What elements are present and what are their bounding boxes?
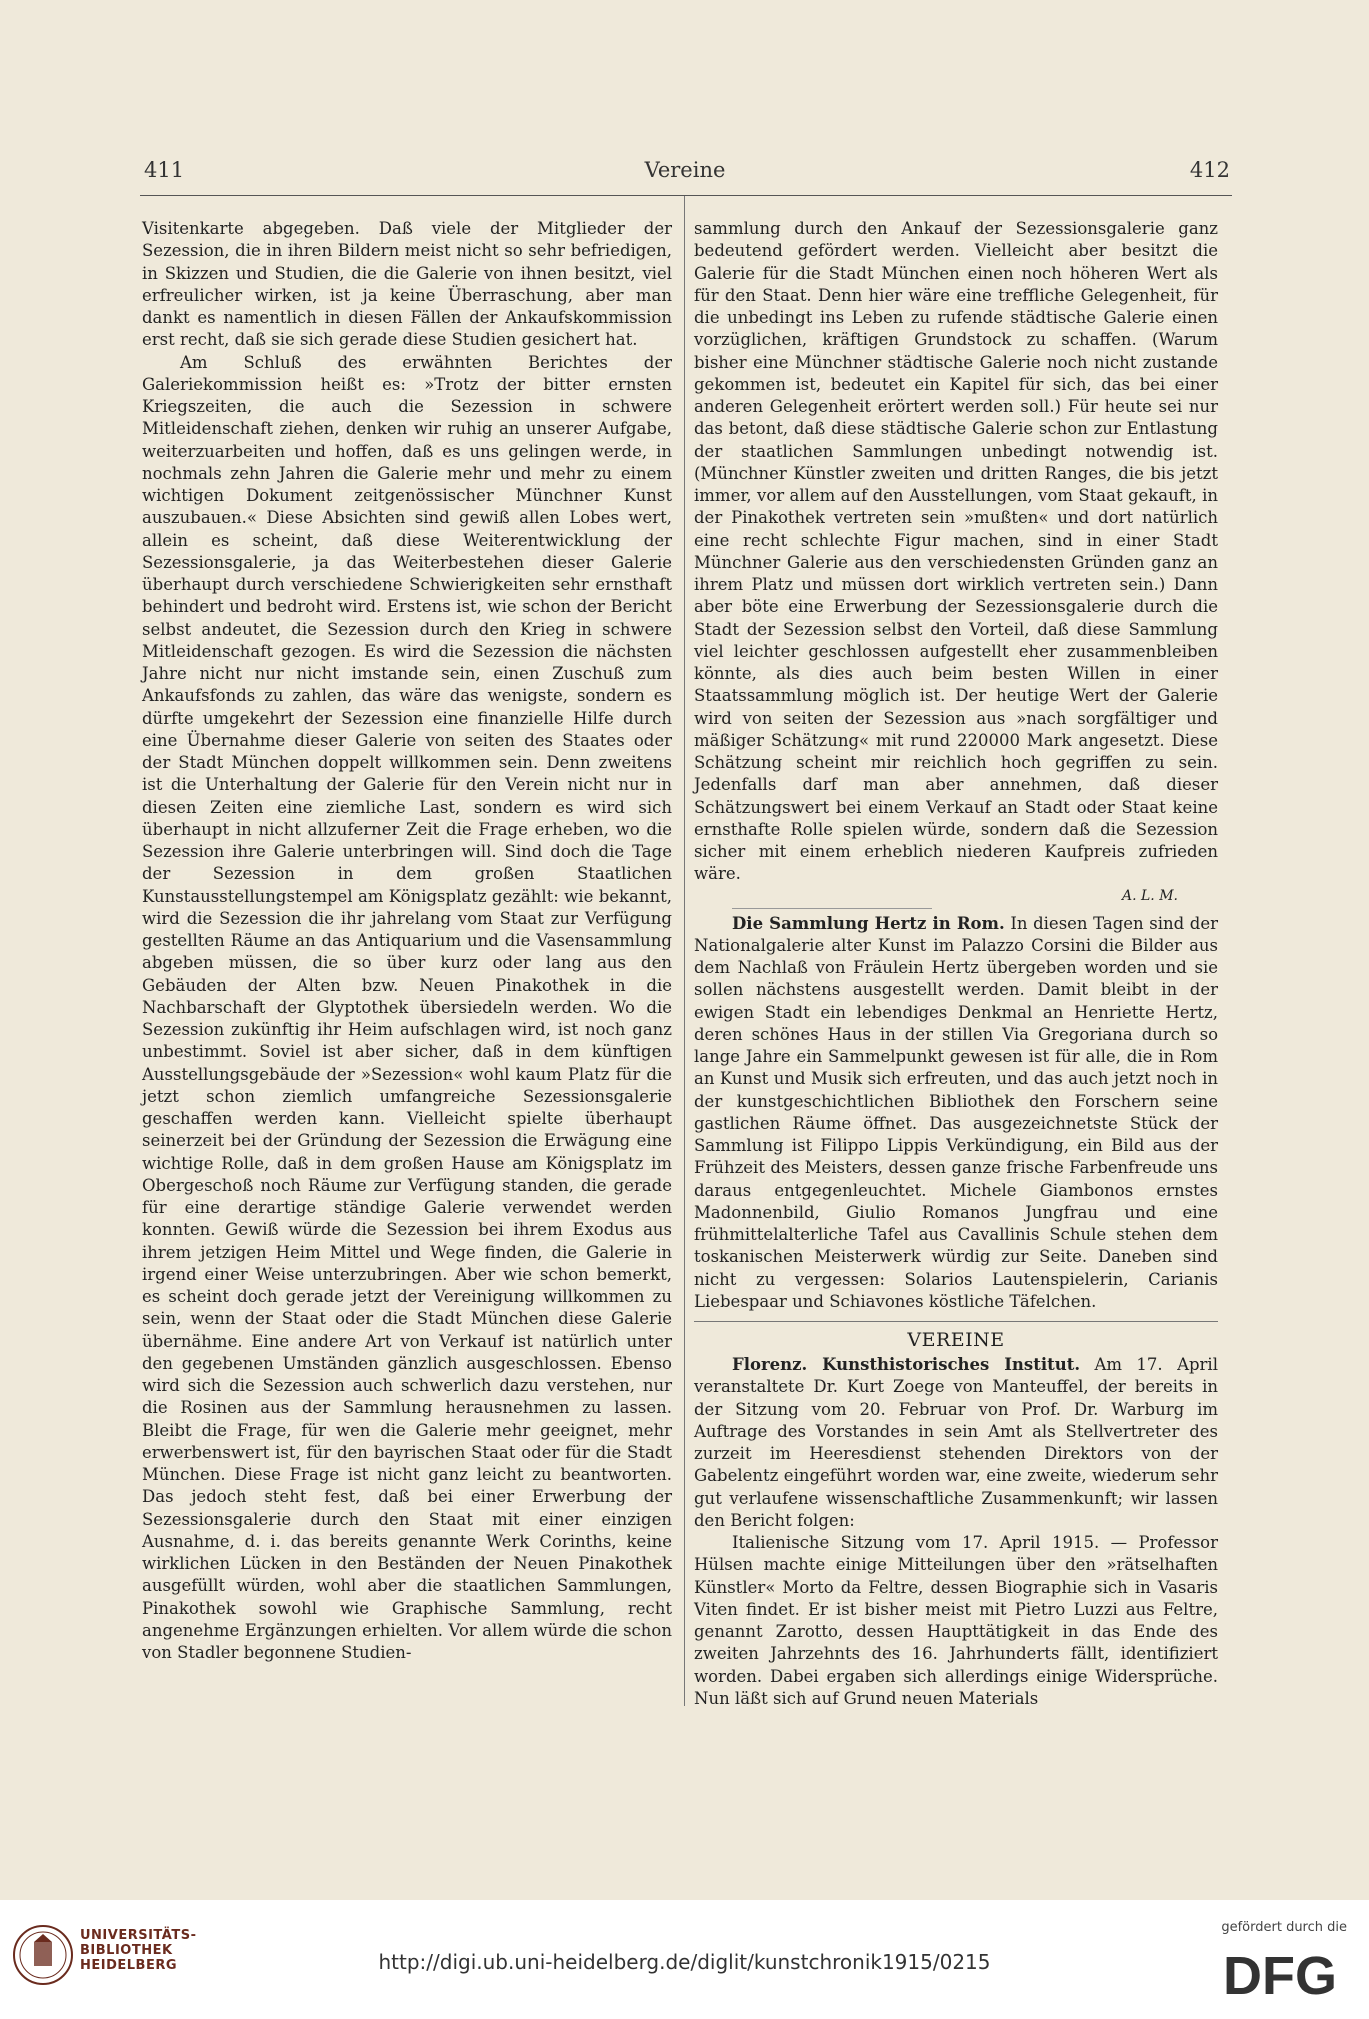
paragraph: Italienische Sitzung vom 17. April 1915. — Professor Hülsen machte einige Mitteilungen über den »rätselhaften Künstler« Morto da Feltre, dessen Biographie sich in Vasaris Viten findet. Er ist bisher meist mit Pietro Luzzi aus Feltre, genannt Zarotto, dessen Haupttätigkeit in das Ende des zweiten Jahrzehnts des 16. Jahrhunderts fällt, identifiziert worden. Dabei ergaben sich allerdings einige Widersprüche. Nun läßt sich auf Grund neuen Materials — [694, 1533, 1218, 1708]
university-name-line: BIBLIOTHEK — [80, 1943, 173, 1958]
university-name-line: HEIDELBERG — [80, 1958, 178, 1973]
header-rule — [140, 195, 1232, 196]
article-body: Am 17. April veranstaltete Dr. Kurt Zoege von Manteuffel, der bereits in der Sitzung vom 20. Februar von Prof. Dr. Warburg im Auftrage des Vorstandes in sein Amt als Stellvertreter des zurzeit im Heeresdienst stehenden Direktors von der Gabelentz eingeführt worden war, eine zweite, wiederum sehr gut verlaufene wissenschaftliche Zusammenkunft; wir lassen den Bericht folgen: — [694, 1355, 1218, 1530]
article-hertz — [694, 913, 1218, 1314]
page-header — [140, 158, 1230, 188]
article-body: In diesen Tagen sind der Nationalgalerie alter Kunst im Palazzo Corsini die Bilder aus dem Nachlaß von Fräulein Hertz übergeben worden und sie sollen nächstens ausgestellt werden. Damit bleibt in der ewigen Stadt ein lebendiges Denkmal an Henriette Hertz, deren schönes Haus in der stillen Via Gregoriana durch so lange Jahre ein Sammelpunkt gewesen ist für alle, die in Rom an Kunst und Musik sich erfreuten, und das auch jetzt noch in der kunstgeschichtlichen Bibliothek den Forschern seine gastlichen Räume öffnet. Das ausgezeichnetste Stück der Sammlung ist Filippo Lippis Verkündigung, ein Bild aus der Frühzeit des Meisters, dessen ganze frische Farbenfreude uns daraus entgegenleuchtet. Michele Giambonos ernstes Madonnenbild, Giulio Romanos Jungfrau und eine frühmittelalterliche Tafel aus Cavallinis Schule stehen dem toskanischen Meisterwerk würdig zur Seite. Daneben sind nicht zu vergessen: Solarios Lautenspielerin, Carianis Liebespaar und Schiavones köstliche Täfelchen. — [694, 913, 1218, 1311]
funding-note: gefördert durch die — [1221, 1920, 1347, 1935]
dfg-logo-text: DFG — [1223, 1946, 1337, 2002]
section-rule — [694, 1321, 1218, 1322]
running-title: Vereine — [644, 158, 726, 182]
paragraph: sammlung durch den Ankauf der Sezessionsgalerie ganz bedeutend gefördert werden. Vielleicht aber besitzt die Galerie für die Stadt München einen noch höheren Wert als für den Staat. Denn hier wäre eine treffliche Gelegenheit, für die unbedingt ins Leben zu rufende städtische Galerie einen vorzüglichen, kräftigen Grundstock zu schaffen. (Warum bisher eine Münchner städtische Galerie noch nicht zustande gekommen ist, bedeutet ein Kapitel für sich, das bei einer anderen Gelegenheit erörtert werden soll.) Für heute sei nur das betont, daß diese städtische Galerie schon zur Entlastung der staatlichen Sammlungen unbedingt notwendig ist. (Münchner Künstler zweiten und dritten Ranges, die bis jetzt immer, vor allem auf den Ausstellungen, vom Staat gekauft, in der Pinakothek vertreten sein »mußten« und dort natürlich eine recht schlechte Figur machen, sind in einer Stadt Münchner Galerie aus den verschiedensten Gründen ganz an ihrem Platz und müssen dort wirklich vertreten sein.) Dann aber böte eine Erwerbung der Sezessionsgalerie durch die Stadt der Sezession selbst den Vorteil, daß diese Sammlung viel leichter geschlossen aufgestellt eher zusammenbleiben könnte, als dies auch beim besten Willen in einer Staatssammlung möglich ist. Der heutige Wert der Galerie wird von seiten der Sezession aus »nach sorgfältiger und mäßiger Schätzung« mit rund 220000 Mark angesetzt. Diese Schätzung scheint mir reichlich hoch gegriffen zu sein. Jedenfalls darf man aber annehmen, daß dieser Schätzungswert bei einem Verkauf an Stadt oder Staat keine ernsthafte Rolle spielen würde, sondern daß die Sezession sicher mit einem erheblich niederen Kaufpreis zufrieden wäre. — [694, 219, 1218, 884]
column-separator — [684, 196, 685, 1706]
author-signature: A. L. M. — [1122, 887, 1178, 904]
page-number-right: 412 — [1189, 158, 1230, 182]
article-florenz — [694, 1354, 1218, 1532]
permalink[interactable]: http://digi.ub.uni-heidelberg.de/diglit/kunstchronik1915/0215 — [378, 1950, 991, 1974]
article-divider — [732, 908, 932, 909]
article-heading: Florenz. Kunsthistorisches Institut. — [732, 1355, 1081, 1374]
dfg-logo — [1221, 1946, 1351, 2002]
right-column — [694, 218, 1218, 1710]
left-column — [142, 218, 672, 1664]
article-heading: Die Sammlung Hertz in Rom. — [732, 913, 1005, 933]
viewer-footer — [0, 1900, 1369, 2019]
page-number-left: 411 — [144, 158, 185, 182]
paragraph: Visitenkarte abgegeben. Daß viele der Mitglieder der Sezession, die in ihren Bildern meist nicht so sehr befriedigen, in Skizzen und Studien, die die Galerie von ihnen besitzt, viel erfreulicher wirken, ist ja keine Überraschung, aber man dankt es namentlich in diesen Fällen der Ankaufskommission erst recht, daß sie sich gerade diese Studien gesichert hat. — [142, 219, 672, 350]
university-name-line: UNIVERSITÄTS- — [80, 1928, 197, 1943]
paragraph: Am Schluß des erwähnten Berichtes der Galeriekommission heißt es: »Trotz der bitter ernsten Kriegszeiten, die auch die Sezession in schwere Mitleidenschaft ziehen, denken wir ruhig an unserer Aufgabe, weiterzuarbeiten und hoffen, daß es uns gelingen werde, in nochmals zehn Jahren die Galerie mehr und mehr zu einem wichtigen Dokument zeitgenössischer Münchner Kunst auszubauen.« Diese Absichten sind gewiß allen Lobes wert, allein es scheint, daß diese Weiterentwicklung der Sezessionsgalerie, ja das Weiterbestehen dieser Galerie überhaupt durch verschiedene Schwierigkeiten sehr ernsthaft behindert und bedroht wird. Erstens ist, wie schon der Bericht selbst andeutet, die Sezession durch den Krieg in schwere Mitleidenschaft gezogen. Es wird die Sezession die nächsten Jahre nicht nur nicht imstande sein, einen Zuschuß zum Ankaufsfonds zu zahlen, das wäre das wenigste, sondern es dürfte umgekehrt der Sezession eine finanzielle Hilfe durch eine Übernahme dieser Galerie von seiten des Staates oder der Stadt München doppelt willkommen sein. Denn zweitens ist die Unterhaltung der Galerie für den Verein nicht nur in diesen Zeiten eine ziemliche Last, sondern es wird sich überhaupt in nicht allzuferner Zeit die Frage erheben, wo die Sezession ihre Galerie unterbringen will. Sind doch die Tage der Sezession in dem großen Staatlichen Kunstausstellungstempel am Königsplatz gezählt: wie bekannt, wird die Sezession die ihr jahrelang vom Staat zur Verfügung gestellten Räume an das Antiquarium und die Vasensammlung abgeben müssen, die so über kurz oder lang aus den Gebäuden der Alten bzw. Neuen Pinakothek in die Nachbarschaft der Glyptothek übersiedeln werden. Wo die Sezession zukünftig ihr Heim aufschlagen wird, ist noch ganz unbestimmt. Soviel ist aber sicher, daß in dem künftigen Ausstellungsgebäude der »Sezession« wohl kaum Platz für die jetzt schon ziemlich umfangreiche Sezessionsgalerie geschaffen werden kann. Vielleicht spielte überhaupt seinerzeit bei der Gründung der Sezession die Erwägung eine wichtige Rolle, daß in dem großen Hause am Königsplatz im Obergeschoß noch Räume zur Verfügung standen, die gerade für eine derartige ständige Galerie verwendet werden konnten. Gewiß würde die Sezession bei ihrem Exodus aus ihrem jetzigen Heim Mittel und Wege finden, die Galerie in irgend einer Weise unterzubringen. Aber wie schon bemerkt, es scheint doch gerade jetzt der Vereinigung willkommen zu sein, wenn der Staat oder die Stadt München diese Galerie übernähme. Eine andere Art von Verkauf ist natürlich unter den gegebenen Umständen gänzlich ausgeschlossen. Ebenso wird sich die Sezession auch schwerlich dazu verstehen, nur die Rosinen aus der Sammlung herausnehmen zu lassen. Bleibt die Frage, für wen die Galerie mehr geeignet, mehr erwerbenswert ist, für den bayrischen Staat oder für die Stadt München. Diese Frage ist nicht ganz leicht zu beantworten. Das jedoch steht fest, daß bei einer Erwerbung der Sezessionsgalerie durch den Staat mit einer einzigen Ausnahme, d. i. das bereits genannte Werk Corinths, keine wirklichen Lücken in den Beständen der Neuen Pinakothek ausgefüllt würden, wohl aber die staatlichen Sammlungen, Pinakothek sowohl wie Graphische Sammlung, recht angenehme Ergänzungen erhielten. Vor allem würde die schon von Stadler begonnene Studien- — [142, 352, 672, 1662]
section-title: VEREINE — [907, 1329, 1005, 1351]
